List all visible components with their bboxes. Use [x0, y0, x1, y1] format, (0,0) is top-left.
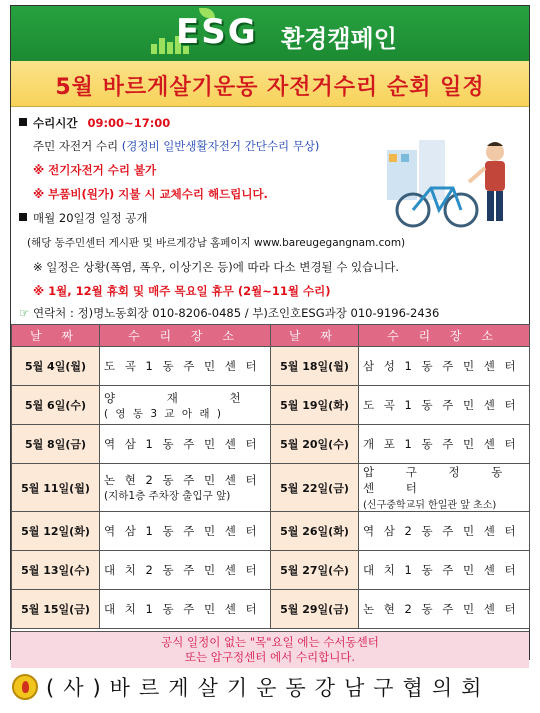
- bullet-square-icon: [19, 213, 27, 221]
- place-cell: [359, 590, 530, 629]
- contact-text: 연락처 : 정)명노동회장 010-8206-0485 / 부)조인호ESG과장 010-9196-2436: [32, 306, 440, 320]
- place-cell: [359, 347, 530, 386]
- place-detail: (지하1층 주차장 출입구 앞): [104, 490, 231, 502]
- place-cell: [100, 386, 271, 425]
- place-cell: [359, 551, 530, 590]
- date-cell: 5월 20일(수): [271, 425, 359, 464]
- thursday-note: [11, 631, 529, 668]
- table-row: [12, 386, 530, 425]
- place-cell: [100, 464, 271, 512]
- table-row: [12, 464, 530, 512]
- place-cell: [359, 464, 530, 512]
- footer: [0, 665, 540, 709]
- organization-name: (사)바르게살기운동강남구협의회: [46, 676, 491, 700]
- table-header-row: [12, 325, 530, 347]
- hours-label: 수리시간: [33, 116, 78, 130]
- place-cell: [100, 425, 271, 464]
- place-name: 대 치 1 동 주 민 센 터: [104, 602, 260, 616]
- repair-prefix: 주민 자전거 수리: [33, 139, 119, 153]
- col-header-place: 수 리 장 소: [100, 325, 271, 347]
- organization-emblem-icon: [12, 674, 38, 700]
- date-cell: 5월 12일(화): [12, 512, 100, 551]
- place-cell: [100, 512, 271, 551]
- date-cell: 5월 29일(금): [271, 590, 359, 629]
- place-name: 삼 성 1 동 주 민 센 터: [363, 359, 519, 373]
- place-cell: [359, 386, 530, 425]
- place-name: 역 삼 1 동 주 민 센 터: [104, 437, 260, 451]
- monthly-line: [19, 210, 147, 226]
- place-cell: [359, 512, 530, 551]
- campaign-label: 환경캠페인: [281, 25, 397, 53]
- place-name: 논 현 2 동 주 민 센 터: [104, 473, 260, 487]
- date-cell: 5월 6일(수): [12, 386, 100, 425]
- place-name: 대 치 1 동 주 민 센 터: [363, 563, 519, 577]
- place-cell: [100, 347, 271, 386]
- place-detail: (신구중학교뒤 한일관 앞 초소): [363, 500, 497, 511]
- hours-line: [19, 115, 170, 131]
- date-cell: 5월 15일(금): [12, 590, 100, 629]
- place-name: 대 치 2 동 주 민 센 터: [104, 563, 260, 577]
- title-bar: [11, 61, 529, 107]
- col-header-date: 날 짜: [12, 325, 100, 347]
- date-cell: 5월 18일(월): [271, 347, 359, 386]
- date-cell: 5월 4일(월): [12, 347, 100, 386]
- date-cell: 5월 27일(수): [271, 551, 359, 590]
- place-name: 역 삼 1 동 주 민 센 터: [104, 524, 260, 538]
- weather-note: ※ 일정은 상황(폭염, 폭우, 이상기온 등)에 따라 다소 변경될 수 있습니다.: [33, 260, 400, 274]
- place-cell: [100, 590, 271, 629]
- hours-value: 09:00~17:00: [87, 116, 171, 130]
- no-electric-note: ※ 전기자전거 수리 불가: [33, 163, 157, 177]
- place-cell: [359, 425, 530, 464]
- date-cell: 5월 22일(금): [271, 464, 359, 512]
- date-cell: 5월 13일(수): [12, 551, 100, 590]
- date-cell: 5월 26일(화): [271, 512, 359, 551]
- esg-logo-text: ESG: [176, 12, 258, 52]
- place-name: 도 곡 1 동 주 민 센 터: [363, 398, 519, 412]
- table-row: [12, 551, 530, 590]
- table-row: [12, 590, 530, 629]
- date-cell: 5월 8일(금): [12, 425, 100, 464]
- contact-line: [11, 302, 529, 322]
- note-line-2: 또는 압구정센터 에서 수리합니다.: [184, 650, 356, 664]
- date-cell: 5월 19일(화): [271, 386, 359, 425]
- place-name: 압 구 정 동 센 터: [363, 465, 517, 495]
- note-line-1: 공식 일정이 없는 "목"요일 에는 수서동센터: [161, 635, 379, 649]
- repair-note: (경정비 일반생활자전거 간단수리 무상): [121, 139, 320, 153]
- col-header-place: 수 리 장 소: [359, 325, 530, 347]
- monthly-text: 매월 20일경 일정 공개: [33, 211, 148, 225]
- esg-banner: [11, 6, 529, 61]
- place-detail: ( 영 동 3 교 아 래 ): [104, 407, 223, 420]
- repair-line: [33, 138, 319, 154]
- page-title: 5월 바르게살기운동 자전거수리 순회 일정: [55, 75, 485, 100]
- bicycle-repair-illustration: [383, 130, 523, 230]
- pointing-hand-icon: ☞: [19, 306, 30, 320]
- bullet-square-icon: [19, 118, 27, 126]
- place-cell: [100, 551, 271, 590]
- parts-cost-note: ※ 부품비(원가) 지불 시 교체수리 해드립니다.: [33, 187, 268, 201]
- posted-note: (해당 동주민센터 게시판 및 바르게강남 홈페이지 www.bareugegangnam.com): [27, 237, 406, 249]
- poster-frame: [10, 5, 530, 664]
- table-row: [12, 425, 530, 464]
- place-name: 개 포 1 동 주 민 센 터: [363, 437, 519, 451]
- place-name: 도 곡 1 동 주 민 센 터: [104, 359, 260, 373]
- table-row: [12, 347, 530, 386]
- schedule-table: [11, 324, 530, 629]
- date-cell: 5월 11일(월): [12, 464, 100, 512]
- col-header-date: 날 짜: [271, 325, 359, 347]
- table-row: [12, 512, 530, 551]
- place-name: 양 재 천: [104, 390, 265, 405]
- place-name: 논 현 2 동 주 민 센 터: [363, 602, 519, 616]
- place-name: 역 삼 2 동 주 민 센 터: [363, 524, 519, 538]
- holiday-note: ※ 1월, 12월 휴회 및 매주 목요일 휴무 (2월~11월 수리): [33, 284, 331, 298]
